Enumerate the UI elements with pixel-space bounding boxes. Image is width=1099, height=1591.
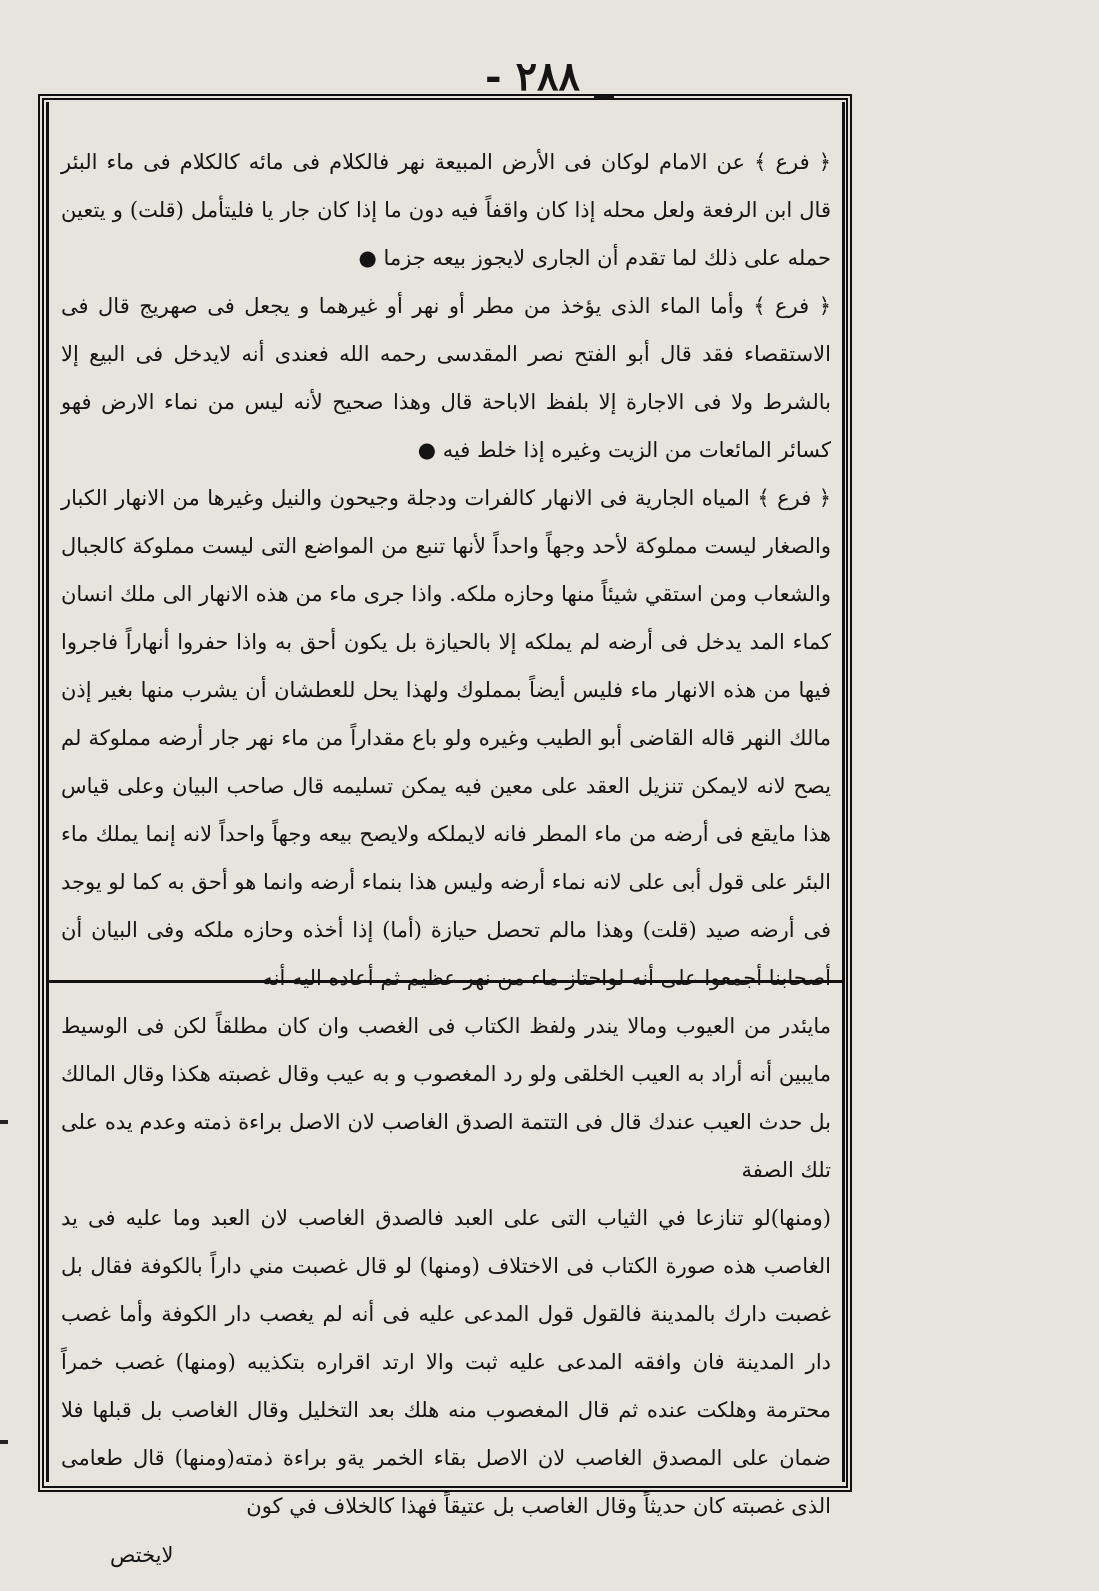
frame-inner-rule-right — [842, 102, 845, 1482]
paragraph: (ومنها)لو تنازعا في الثياب التى على العبد فالصدق الغاصب لان العبد وما عليه فى يد الغاصب هذه صورة الكتاب فى الاختلاف (ومنها) لو قال غصبت مني داراً بالكوفة فقال بل غصبت دارك بالمدينة فالقول قول المدعى عليه فى أنه لم يغصب دار الكوفة وأما غصب دار المدينة فان وافقه المدعى عليه ثبت والا ارتد اقراره بتكذيبه (ومنها) غصب خمراً محترمة وهلكت عنده ثم قال المغصوب منه هلك بعد التخليل وقال الغاصب بل قبلها فلا ضمان على المصدق الغاصب لان الاصل بقاء الخمر يةو براءة ذمته(ومنها) قال طعامى الذى غصبته كان حديثاً وقال الغاصب بل عتيقاً فهذا كالخلاف في كون — [61, 1206, 831, 1518]
catchword: لايختص — [110, 1543, 174, 1567]
commentary-text — [61, 1002, 831, 1530]
frame-inner-rule-left — [46, 102, 49, 1482]
main-text — [61, 138, 831, 1002]
page-number: - ٢٨٨ _ — [485, 53, 614, 100]
paragraph: ﴿ فرع ﴾ المياه الجارية فى الانهار كالفرات ودجلة وجيحون والنيل وغيرها من الانهار الكبار والصغار ليست مملوكة لأحد وجهاً واحداً لأنها تنبع من المواضع التى ليست مملوكة كالجبال والشعاب ومن استقي شيئاً منها وحازه ملكه. واذا جرى ماء من هذه الانهار الى ملك انسان كماء المد يدخل فى أرضه لم يملكه إلا بالحيازة بل يكون أحق به واذا حفروا أنهاراً فاجروا فيها من هذه الانهار ماء فليس أيضاً بمملوك ولهذا يحل للعطشان أن يشرب منها بغير إذن مالك النهر قاله القاضى أبو الطيب وغيره ولو باع مقداراً من ماء نهر جار أرضه مملوكة لم يصح لانه لايمكن تنزيل العقد على معين فيه يمكن تسليمه قال صاحب البيان وعلى قياس هذا مايقع فى أرضه من ماء المطر فانه لايملكه ولايصح بيعه وجهاً واحداً لانه إنما يملك ماء البئر على قول أبى على لانه نماء أرضه وليس هذا بنماء أرضه وانما هو أحق به كما لو يوجد فى أرضه صيد (قلت) وهذا مالم تحصل حيازة (أما) إذا أخذه وحازه ملكه وفى البيان أن أصحابنا أجمعوا على أنه لواحتاز ماء من نهر عظيم ثم أعاده اليه أنه — [61, 486, 831, 990]
margin-mark — [0, 1440, 8, 1444]
margin-mark — [0, 1120, 8, 1124]
paragraph: ﴿ فرع ﴾ وأما الماء الذى يؤخذ من مطر أو نهر أو غيرهما و يجعل فى صهريج قال فى الاستقصاء فقد قال أبو الفتح نصر المقدسى رحمه الله فعندى أنه لايدخل فى البيع إلا بالشرط ولا فى الاجارة إلا بلفظ الاباحة قال وهذا صحيح لأنه ليس من نماء الارض فهو كسائر المائعات من الزيت وغيره إذا خلط فيه ● — [61, 294, 831, 462]
section-divider — [46, 980, 845, 983]
paragraph: ﴿ فرع ﴾ عن الامام لوكان فى الأرض المبيعة نهر فالكلام فى مائه كالكلام فى ماء البئر قال ابن الرفعة ولعل محله إذا كان واقفاً فيه دون ما إذا كان جار يا فليتأمل (قلت) و يتعين حمله على ذلك لما تقدم أن الجارى لايجوز بيعه جزما ● — [61, 150, 831, 270]
paragraph: مايئدر من العيوب ومالا يندر ولفظ الكتاب فى الغصب وان كان مطلقاً لكن فى الوسيط مايبين أنه أراد به العيب الخلقى ولو رد المغصوب و به عيب وقال غصبته هكذا وقال المالك بل حدث العيب عندك قال فى التتمة الصدق الغاصب لان الاصل براءة ذمته وعدم يده على تلك الصفة — [61, 1014, 831, 1182]
